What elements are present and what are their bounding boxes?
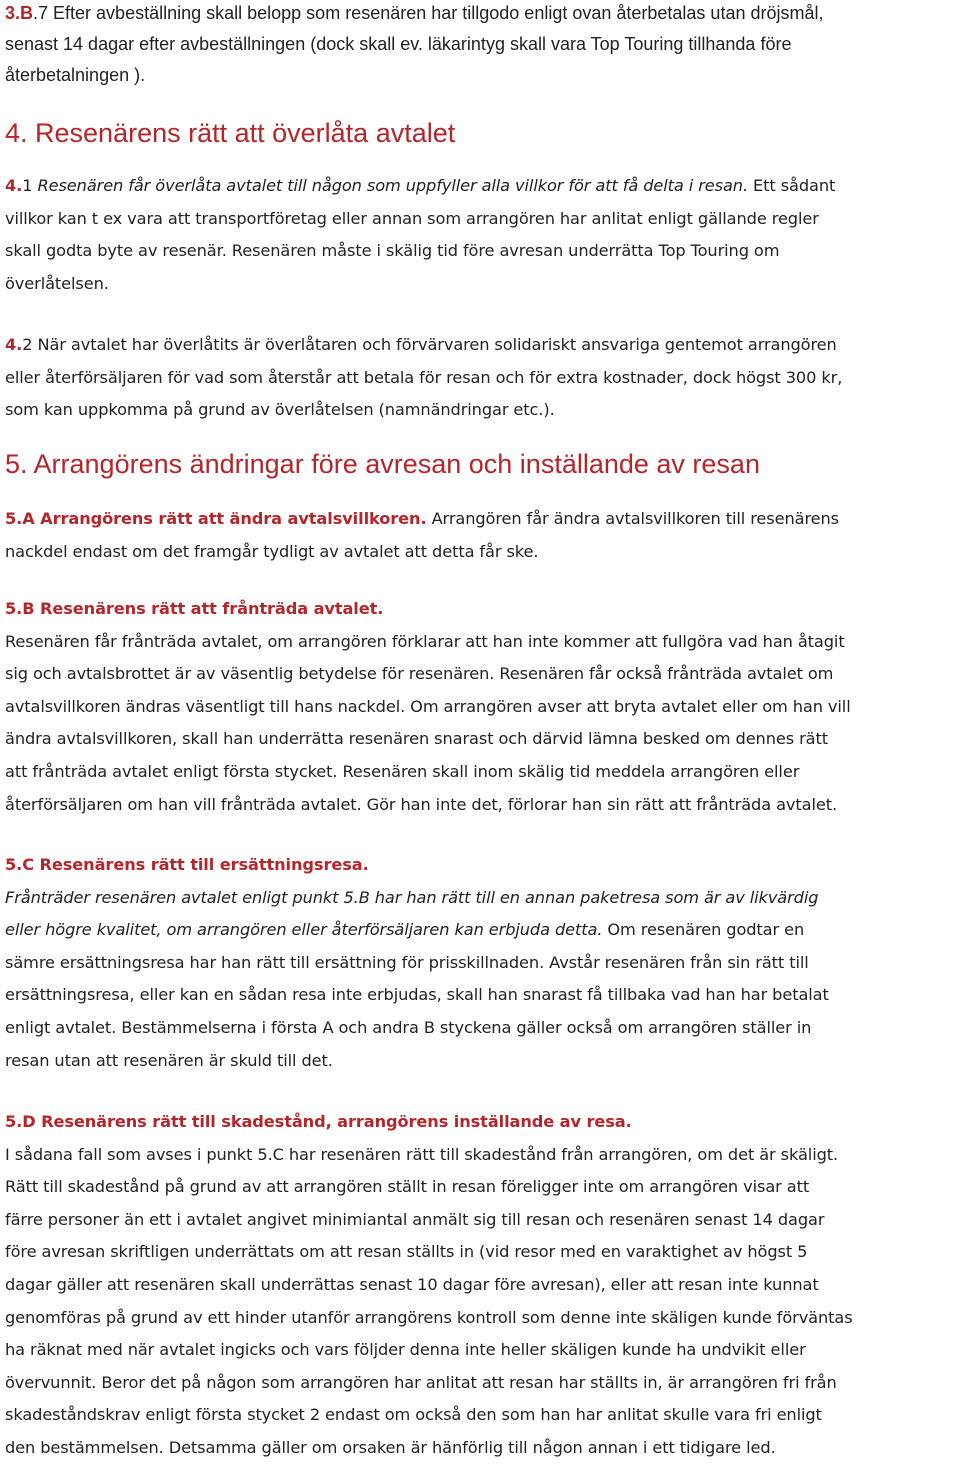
paragraph-text: Efter avbeställning skall belopp som resenären har tillgodo enligt ovan återbetalas utan dröjsmål,: [48, 3, 824, 23]
paragraph-4-1-line-1: [5, 170, 960, 203]
paragraph-5c-line-1: Frånträder resenären avtalet enligt punkt 5.B har han rätt till en annan paketresa som är av likvärdig: [5, 887, 819, 907]
section-number-suffix: 2: [22, 335, 33, 354]
paragraph-5d-line-4: före avresan skriftligen underrättats om att resan ställts in (vid resor med en varaktighet av högst 5: [5, 1242, 808, 1262]
paragraph-5b-line-4: ändra avtalsvillkoren, skall han underrätta resenären snarast och därvid lämna besked om dennes rätt: [5, 729, 828, 749]
paragraph-4-1-line-2: villkor kan t ex vara att transportföretag eller annan som arrangören har anlitat enligt gällande regler: [5, 208, 819, 228]
paragraph-5d-line-8: övervunnit. Beror det på någon som arrangören har anlitat att resan har ställts in, är arrangören fri från: [5, 1372, 837, 1392]
subsection-heading: 5.B Resenärens rätt att frånträda avtalet.: [5, 599, 384, 618]
paragraph-text: Gör han inte det, förlorar han sin rätt att frånträda avtalet.: [361, 794, 838, 814]
paragraph-5c: [5, 849, 960, 1077]
section-heading-5: 5. Arrangörens ändringar före avresan och inställande av resan: [5, 449, 760, 479]
paragraph-text: återförsäljaren om han vill frånträda avtalet.: [5, 794, 362, 814]
paragraph-text: Om resenären godtar en: [602, 920, 805, 940]
paragraph-5c-line-3: [5, 947, 960, 980]
section-number: 3.B: [5, 3, 34, 23]
paragraph-text: Resenären får också frånträda avtalet om: [494, 664, 834, 684]
paragraph-4-2: [5, 329, 960, 427]
paragraph-4-1-line-3: [5, 235, 960, 268]
paragraph-text: Arrangören får ändra avtalsvillkoren till resenärens: [426, 509, 839, 528]
paragraph-text: Bestämmelserna i första A och andra B styckena gäller också om arrangören ställer in: [116, 1017, 812, 1037]
paragraph-3b7: [5, 0, 960, 91]
paragraph-4-1: [5, 170, 960, 300]
paragraph-4-2-line-3: som kan uppkomma på grund av överlåtelsen (namnändringar etc.).: [5, 400, 555, 420]
paragraph-text: Avstår resenären från sin rätt till: [544, 952, 809, 972]
paragraph-text: Ett sådant: [748, 176, 836, 195]
paragraph-5c-heading-line: [5, 849, 960, 882]
paragraph-5a: [5, 503, 960, 568]
paragraph-5a-line-1: [5, 503, 960, 536]
paragraph-5d-line-7: ha räknat med när avtalet ingicks och vars följder denna inte heller skäligen kunde ha undvikit eller: [5, 1340, 806, 1360]
paragraph-text: sämre ersättningsresa har han rätt till ersättning för prisskillnaden.: [5, 952, 545, 972]
subsection-heading: 5.D Resenärens rätt till skadestånd, arrangörens inställande av resa.: [5, 1112, 632, 1131]
paragraph-5b-line-2: [5, 658, 960, 691]
paragraph-5d-line-2: Rätt till skadestånd på grund av att arrangören ställt in resan föreligger inte om arrangören visar att: [5, 1177, 810, 1197]
paragraph-5c-line-2: [5, 914, 960, 947]
paragraph-text: Resenären skall inom skälig tid meddela arrangören eller: [337, 761, 800, 781]
paragraph-4-1-line-4: överlåtelsen.: [5, 273, 109, 293]
paragraph-text: att frånträda avtalet enligt första stycket.: [5, 761, 338, 781]
paragraph-5d: [5, 1106, 960, 1465]
paragraph-5b-line-6: [5, 789, 960, 822]
paragraph-3b7-line-3: återbetalningen ).: [5, 65, 146, 85]
paragraph-5b-line-1: Resenären får frånträda avtalet, om arrangören förklarar att han inte kommer att fullgöra vad han åtagit: [5, 631, 845, 651]
section-number: 4.: [5, 335, 23, 354]
paragraph-3b7-line-1: [5, 0, 960, 29]
paragraph-5d-line-3: färre personer än ett i avtalet angivet minimiantal anmält sig till resan och resenären senast 14 dagar: [5, 1209, 825, 1229]
paragraph-4-2-line-2: eller återförsäljaren för vad som återstår att betala för resan och för extra kostnader, dock högst 300 kr,: [5, 367, 843, 387]
section-number: 4.: [5, 176, 23, 195]
section-heading-4: 4. Resenärens rätt att överlåta avtalet: [5, 118, 456, 148]
paragraph-5b-line-3: [5, 691, 960, 724]
paragraph-5d-line-5: dagar gäller att resenären skall underrättas senast 10 dagar före avresan), eller att resan inte kunnat: [5, 1274, 819, 1294]
paragraph-text: När avtalet har överlåtits är överlåtaren och förvärvaren solidariskt ansvariga gentemot arrangören: [32, 335, 837, 354]
paragraph-text: enligt avtalet.: [5, 1017, 117, 1037]
paragraph-5b-line-5: [5, 756, 960, 789]
paragraph-5a-line-2: nackdel endast om det framgår tydligt av avtalet att detta får ske.: [5, 541, 539, 561]
paragraph-text: sig och avtalsbrottet är av väsentlig betydelse för resenären.: [5, 664, 495, 684]
paragraph-5c-line-5: [5, 1012, 960, 1045]
paragraph-5d-line-10: den bestämmelsen. Detsamma gäller om orsaken är hänförlig till någon annan i ett tidigare led.: [5, 1437, 776, 1457]
paragraph-text: Om arrangören avser att bryta avtalet eller om han vill: [405, 696, 851, 716]
paragraph-text: Resenären måste i skälig tid före avresan underrätta Top Touring om: [226, 241, 780, 261]
paragraph-5b-heading-line: [5, 593, 960, 626]
paragraph-5b: [5, 593, 960, 821]
subsection-heading: 5.C Resenärens rätt till ersättningsresa.: [5, 855, 369, 874]
section-number-suffix: 1: [22, 176, 33, 195]
paragraph-4-2-line-1: [5, 329, 960, 362]
paragraph-3b7-line-2: senast 14 dagar efter avbeställningen (dock skall ev. läkarintyg skall vara Top Touring tillhanda före: [5, 34, 792, 54]
section-number-suffix: .7: [33, 3, 49, 23]
paragraph-5d-line-9: skadeståndskrav enligt första stycket 2 endast om också den som han har anlitat skulle vara fri enligt: [5, 1405, 822, 1425]
italic-text: Resenären får överlåta avtalet till någon som uppfyller alla villkor för att få delta i resan.: [32, 176, 748, 195]
paragraph-5d-heading-line: [5, 1106, 960, 1139]
paragraph-5c-line-6: resan utan att resenären är skuld till det.: [5, 1050, 333, 1070]
paragraph-text: avtalsvillkoren ändras väsentligt till hans nackdel.: [5, 696, 406, 716]
paragraph-5d-line-1: I sådana fall som avses i punkt 5.C har resenären rätt till skadestånd från arrangören, om det är skäligt.: [5, 1144, 839, 1164]
subsection-heading: 5.A Arrangörens rätt att ändra avtalsvillkoren.: [5, 509, 427, 528]
paragraph-text: skall godta byte av resenär.: [5, 241, 227, 261]
paragraph-5d-line-6: genomföras på grund av ett hinder utanför arrangörens kontroll som denne inte skäligen kunde förväntas: [5, 1307, 853, 1327]
paragraph-5c-line-4: ersättningsresa, eller kan en sådan resa inte erbjudas, skall han snarast få tillbaka vad han har betalat: [5, 985, 829, 1005]
italic-text: eller högre kvalitet, om arrangören eller återförsäljaren kan erbjuda detta.: [5, 920, 603, 940]
